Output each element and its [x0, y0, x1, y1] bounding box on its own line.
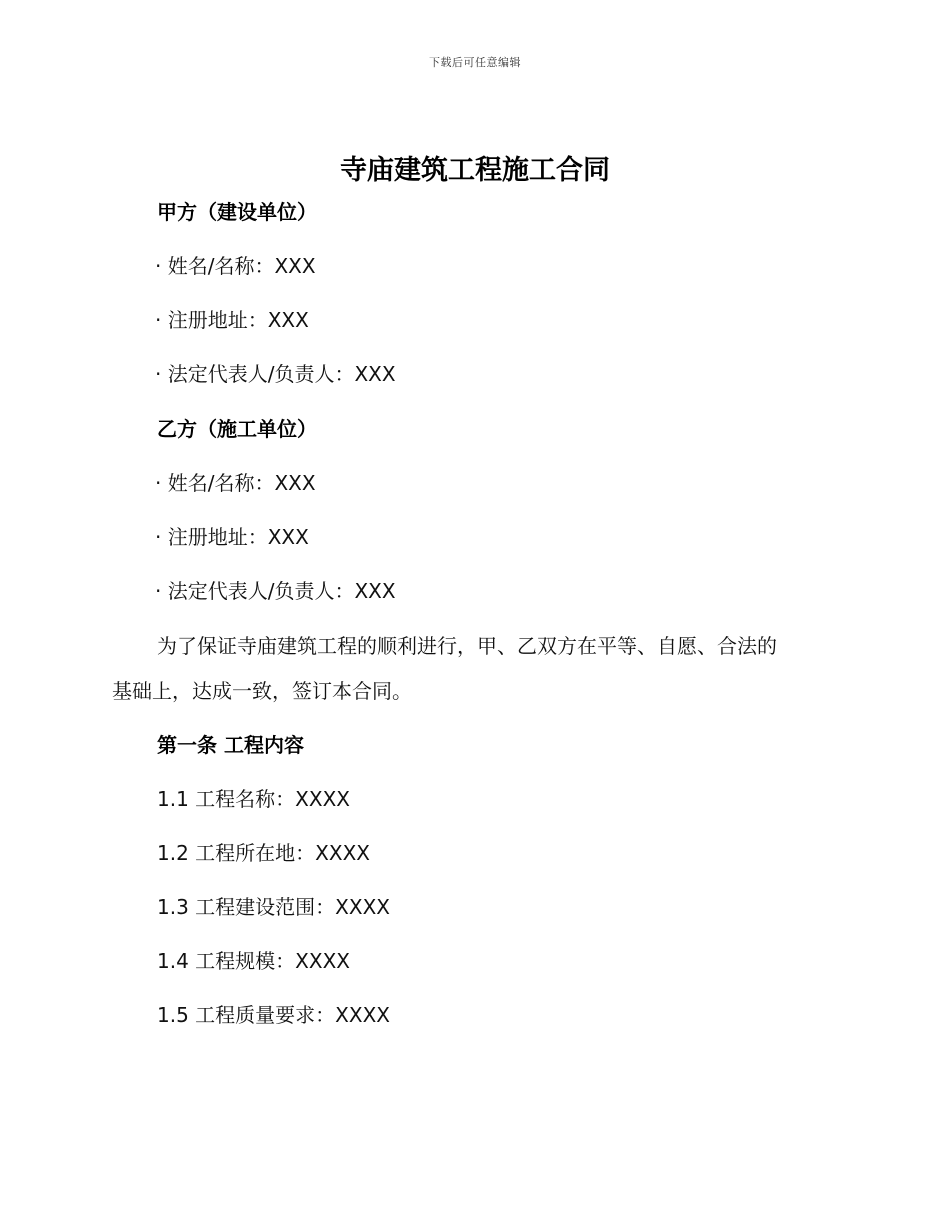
article-1-item-4: 1.4 工程规模：XXXX: [157, 949, 350, 973]
party-a-name: · 姓名/名称：XXX: [155, 254, 316, 278]
party-b-representative: · 法定代表人/负责人：XXX: [155, 579, 396, 603]
article-1-item-2: 1.2 工程所在地：XXXX: [157, 841, 370, 865]
party-a-representative: · 法定代表人/负责人：XXX: [155, 362, 396, 386]
article-1-heading: 第一条 工程内容: [157, 733, 304, 757]
article-1-item-1: 1.1 工程名称：XXXX: [157, 787, 350, 811]
party-b-heading: 乙方（施工单位）: [157, 417, 317, 441]
page-header-note: 下载后可任意编辑: [429, 56, 521, 69]
party-a-heading: 甲方（建设单位）: [157, 200, 317, 224]
preamble-line-1: 为了保证寺庙建筑工程的顺利进行，甲、乙双方在平等、自愿、合法的: [157, 634, 777, 658]
party-b-address: · 注册地址：XXX: [155, 525, 309, 549]
party-a-address: · 注册地址：XXX: [155, 308, 309, 332]
document-title: 寺庙建筑工程施工合同: [340, 155, 610, 186]
article-1-item-3: 1.3 工程建设范围：XXXX: [157, 895, 390, 919]
preamble-line-2: 基础上，达成一致，签订本合同。: [112, 679, 412, 703]
article-1-item-5: 1.5 工程质量要求：XXXX: [157, 1003, 390, 1027]
party-b-name: · 姓名/名称：XXX: [155, 471, 316, 495]
